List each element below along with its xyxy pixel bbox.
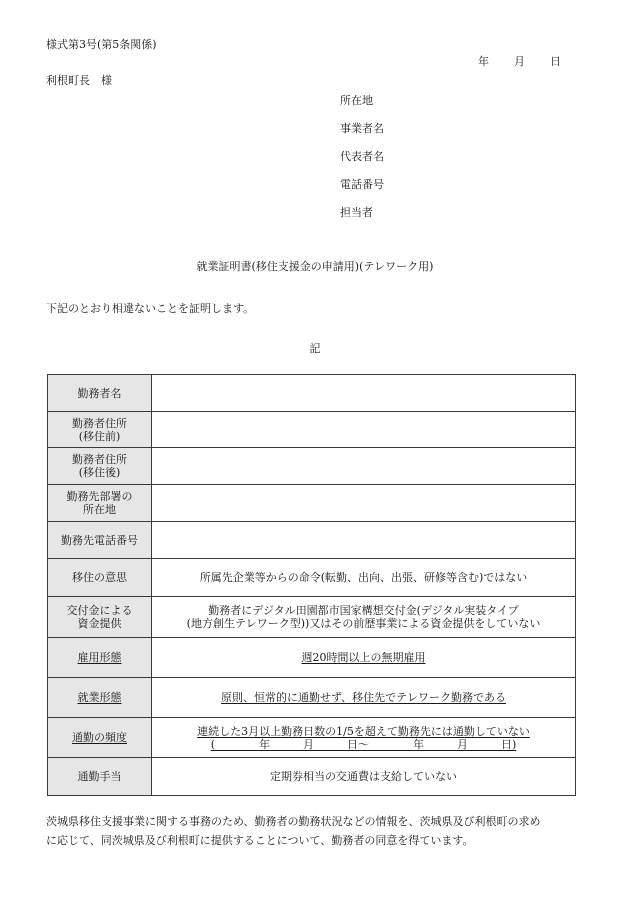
row-value-relocation-intent: 所属先企業等からの命令(転勤、出向、出張、研修等含む)ではない	[152, 559, 576, 597]
row-value-employment-type: 週20時間以上の無期雇用	[152, 638, 576, 678]
row-label-worker-name: 勤務者名	[48, 375, 152, 412]
date-year: 年	[478, 55, 489, 68]
table-row	[48, 718, 576, 758]
row-label-commute-allowance: 通勤手当	[48, 758, 152, 796]
applicant-field-contact: 担当者	[340, 206, 373, 219]
table-row	[48, 485, 576, 522]
table-row	[48, 522, 576, 559]
table-row	[48, 559, 576, 597]
applicant-field-phone: 電話番号	[340, 178, 384, 191]
addressee: 利根町長 様	[46, 74, 112, 87]
certificate-table	[47, 374, 576, 796]
row-label-grant-funding: 交付金による 資金提供	[48, 597, 152, 638]
date-day: 日	[550, 55, 561, 68]
row-label-address-after: 勤務者住所 (移住後)	[48, 448, 152, 485]
date-month: 月	[514, 55, 525, 68]
applicant-field-company: 事業者名	[340, 122, 384, 135]
row-label-work-style: 就業形態	[48, 678, 152, 718]
consent-note-line-1: 茨城県移住支援事業に関する事務のため、勤務者の勤務状況などの情報を、茨城県及び利根町の求め	[46, 815, 541, 828]
ki-heading: 記	[309, 342, 321, 355]
row-label-office-phone: 勤務先電話番号	[48, 522, 152, 559]
form-number: 様式第3号(第5条関係)	[46, 38, 157, 51]
row-value-work-style: 原則、恒常的に通勤せず、移住先でテレワーク勤務である	[152, 678, 576, 718]
row-label-employment-type: 雇用形態	[48, 638, 152, 678]
row-value-commute-allowance: 定期券相当の交通費は支給していない	[152, 758, 576, 796]
applicant-field-address: 所在地	[340, 94, 373, 107]
table-row	[48, 412, 576, 448]
row-label-relocation-intent: 移住の意思	[48, 559, 152, 597]
lead-text: 下記のとおり相違ないことを証明します。	[46, 302, 255, 315]
row-value-office-phone[interactable]	[152, 522, 576, 559]
row-value-address-before[interactable]	[152, 412, 576, 448]
document-title: 就業証明書(移住支援金の申請用)(テレワーク用)	[196, 260, 434, 273]
table-row	[48, 638, 576, 678]
row-value-worker-name[interactable]	[152, 375, 576, 412]
applicant-field-representative: 代表者名	[340, 150, 384, 163]
table-row	[48, 678, 576, 718]
table-row	[48, 597, 576, 638]
row-value-commute-frequency: 連続した3月以上勤務日数の1/5を超えて勤務先には通勤していない ( 年 月 日～ 年 月 日)	[152, 718, 576, 758]
row-label-commute-frequency: 通勤の頻度	[48, 718, 152, 758]
consent-note-line-2: に応じて、同茨城県及び利根町に提供することについて、勤務者の同意を得ています。	[46, 834, 474, 847]
table-row	[48, 375, 576, 412]
consent-note	[46, 812, 541, 850]
row-value-address-after[interactable]	[152, 448, 576, 485]
row-label-address-before: 勤務者住所 (移住前)	[48, 412, 152, 448]
row-value-office-location[interactable]	[152, 485, 576, 522]
date-line	[478, 53, 561, 69]
table-row	[48, 448, 576, 485]
row-label-office-location: 勤務先部署の 所在地	[48, 485, 152, 522]
row-value-grant-funding: 勤務者にデジタル田園都市国家構想交付金(デジタル実装タイプ (地方創生テレワーク型))又はその前歴事業による資金提供をしていない	[152, 597, 576, 638]
table-row	[48, 758, 576, 796]
